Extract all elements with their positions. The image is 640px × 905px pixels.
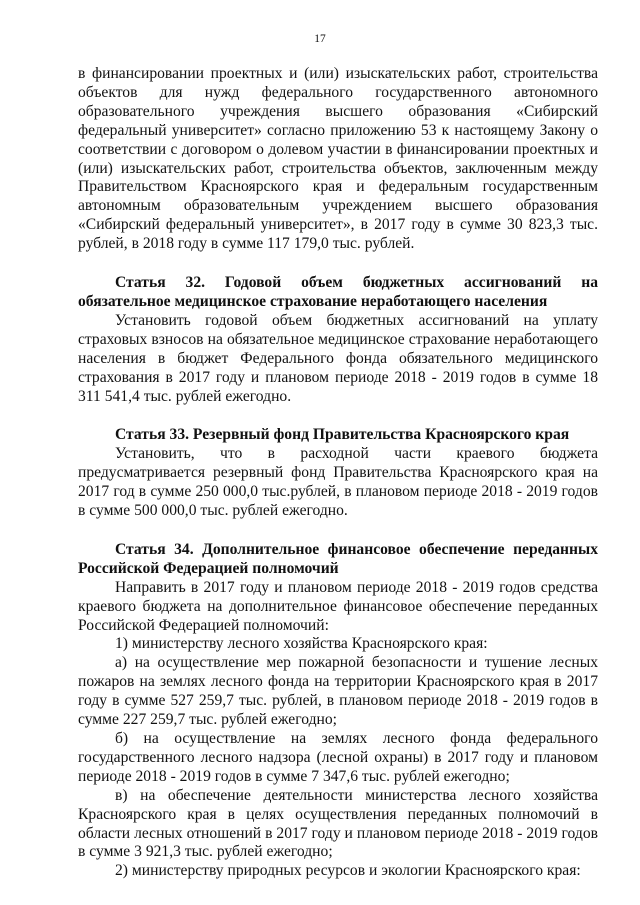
intro-paragraph: в финансировании проектных и (или) изыскательских работ, строительства объектов для нужд федерального государственного автономного образовательного учреждения высшего образования «Сибирский федеральный университет» согласно приложению 53 к настоящему Закону о соответствии с договором о долевом участии в финансировании проектных и (или) изыскательских работ, строительства объектов, заключенным между Правительством Красноярского края и федеральным государственным автономным образовательным учреждением высшего образования «Сибирский федеральный университет», в 2017 году в сумме 30 823,3 тыс. рублей, в 2018 году в сумме 117 179,0 тыс. рублей. bbox=[78, 65, 598, 253]
article-34-paragraph: а) на осуществление мер пожарной безопасности и тушение лесных пожаров на землях лесного фонда на территории Красноярского края в 2017 году в сумме 527 259,7 тыс. рублей, в плановом периоде 2018 - 2019 годов в сумме 227 259,7 тыс. рублей ежегодно; bbox=[78, 654, 598, 729]
article-32-title: Статья 32. Годовой объем бюджетных ассигнований на обязательное медицинское страхование неработающего населения bbox=[78, 274, 598, 310]
article-33 bbox=[78, 426, 598, 521]
article-32-text: Установить годовой объем бюджетных ассигнований на уплату страховых взносов на обязательное медицинское страхование неработающего населения в бюджет Федерального фонда обязательного медицинского страхования в 2017 году и плановом периоде 2018 - 2019 годов в сумме 18 311 541,4 тыс. рублей ежегодно. bbox=[78, 311, 598, 405]
article-34 bbox=[78, 541, 598, 881]
article-34-paragraph: 2) министерству природных ресурсов и экологии Красноярского края: bbox=[115, 862, 581, 880]
article-34-paragraph: 1) министерству лесного хозяйства Красноярского края: bbox=[115, 635, 488, 653]
article-34-title: Статья 34. Дополнительное финансовое обеспечение переданных Российской Федерацией полномочий bbox=[78, 540, 598, 577]
article-34-paragraph: б) на осуществление на землях лесного фонда федерального государственного лесного надзора (лесной охраны) в 2017 году и плановом периоде 2018 - 2019 годов в сумме 7 347,6 тыс. рублей ежегодно; bbox=[78, 730, 598, 785]
page-content bbox=[78, 65, 598, 881]
article-34-paragraph: в) на обеспечение деятельности министерства лесного хозяйства Красноярского края в целях осуществления переданных полномочий в области лесных отношений в 2017 году и плановом периоде 2018 - 2019 годов в сумме 3 921,3 тыс. рублей ежегодно; bbox=[78, 786, 598, 861]
article-33-title: Статья 33. Резервный фонд Правительства Красноярского края bbox=[115, 426, 570, 444]
article-34-paragraph: Направить в 2017 году и плановом периоде 2018 - 2019 годов средства краевого бюджета на дополнительное финансовое обеспечение переданных Российской Федерацией полномочий: bbox=[78, 578, 598, 634]
article-32 bbox=[78, 274, 598, 406]
article-33-text: Установить, что в расходной части краевого бюджета предусматривается резервный фонд Правительства Красноярского края на 2017 год в сумме 250 000,0 тыс.рублей, в плановом периоде 2018 - 2019 годов в сумме 500 000,0 тыс. рублей ежегодно. bbox=[78, 445, 598, 520]
page-number: 17 bbox=[314, 33, 326, 45]
